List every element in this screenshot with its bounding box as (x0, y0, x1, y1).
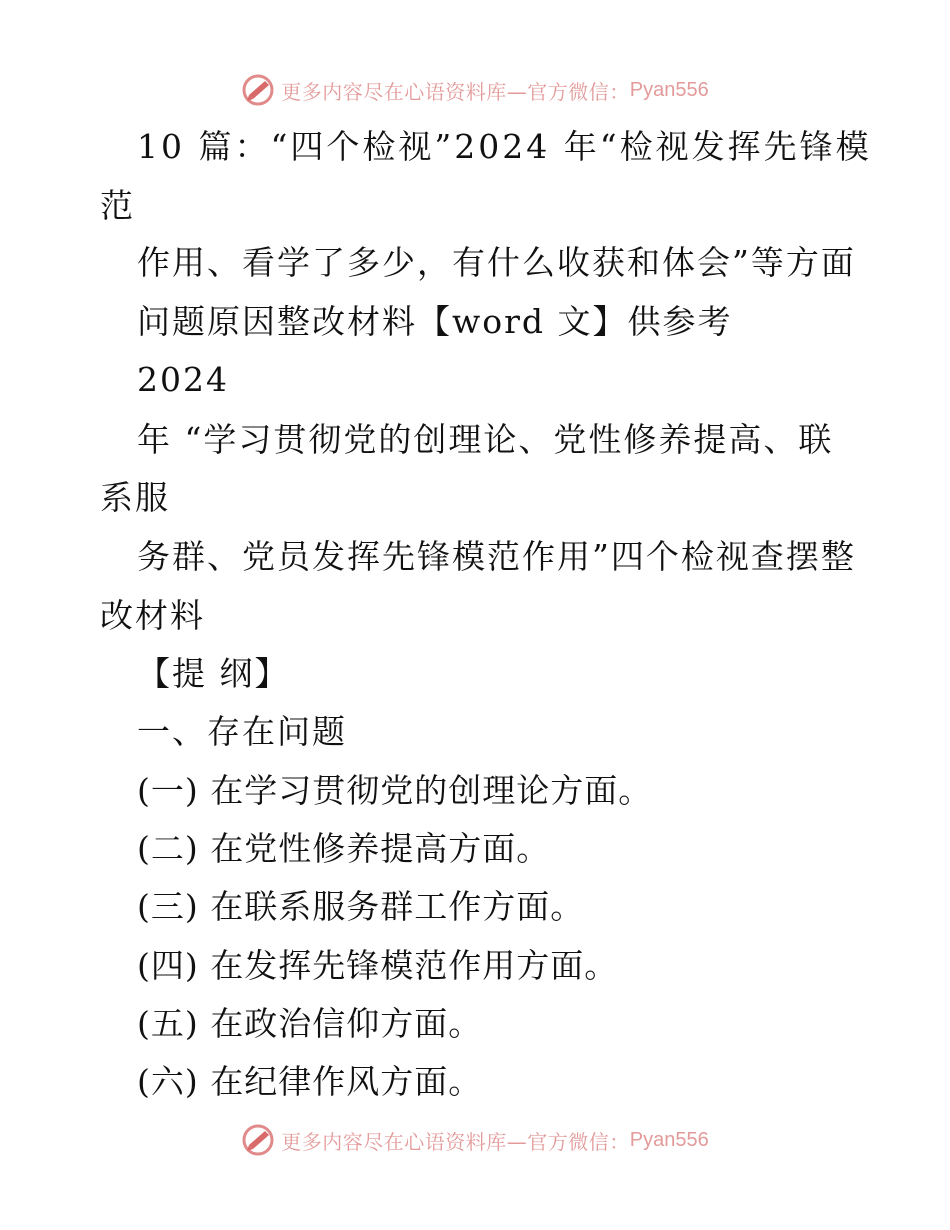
title-line-3: 问题原因整改材料【word 文】供参考 (137, 302, 733, 341)
header-watermark (0, 70, 950, 110)
section-heading-problems: 一、存在问题 (137, 712, 347, 751)
title-line-1-continued: 范 (100, 186, 135, 225)
outline-item: (六) 在纪律作风方面。 (137, 1062, 483, 1101)
subtitle-line-2-continued: 改材料 (100, 596, 205, 635)
subtitle-year: 2024 (137, 360, 229, 399)
watermark-text: 更多内容尽在心语资料库—官方微信： (281, 1129, 630, 1154)
outline-item: (一) 在学习贯彻党的创理论方面。 (137, 771, 653, 810)
outline-item: (二) 在党性修养提高方面。 (137, 829, 551, 868)
footer-watermark (0, 1120, 950, 1160)
subtitle-line-1-continued: 系服 (100, 478, 170, 517)
subtitle-line-1: 年 “学习贯彻党的创理论、党性修养提高、联 (137, 420, 834, 459)
title-line-2: 作用、看学了多少，有什么收获和体会”等方面 (137, 243, 856, 282)
outline-item: (五) 在政治信仰方面。 (137, 1004, 483, 1043)
logo-icon (241, 1123, 275, 1157)
logo-icon (241, 73, 275, 107)
outline-item: (三) 在联系服务群工作方面。 (137, 887, 585, 926)
watermark-handle: Pyan556 (629, 78, 709, 101)
subtitle-line-2: 务群、党员发挥先锋模范作用”四个检视查摆整 (137, 537, 856, 576)
watermark-handle: Pyan556 (629, 1128, 709, 1151)
outline-heading: 【提 纲】 (137, 654, 290, 693)
title-line-1: 10 篇：“四个检视”2024 年“检视发挥先锋模 (137, 127, 872, 166)
outline-item: (四) 在发挥先锋模范作用方面。 (137, 946, 619, 985)
watermark-text: 更多内容尽在心语资料库—官方微信： (281, 79, 630, 104)
